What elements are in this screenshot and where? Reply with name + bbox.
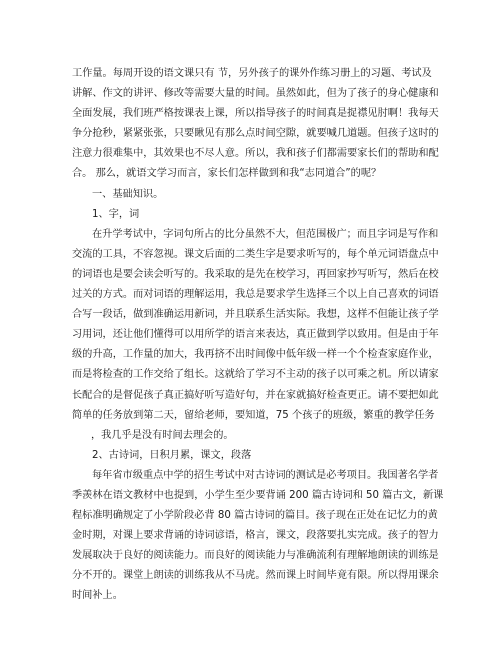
paragraph-line: ，我几乎是没有时间去理会的。 (91, 429, 234, 441)
paragraph-line: 过关的方式。而对词语的理解运用，我总是要求学生选择三个以上自己喜欢的词语 (72, 289, 439, 301)
paragraph-line: 金时期，对课上要求背诵的诗词谚语，格言，课文，段落要扎实完成。孩子的智力 (72, 530, 439, 542)
paragraph-line: 讲解、作文的讲评、修改等需要大量的时间。虽然如此，但为了孩子的身心健康和 (72, 88, 439, 100)
paragraph-line: 工作量。每周开设的语文课只有 节，另外孩子的课外作练习册上的习题、考试及 (72, 68, 432, 79)
paragraph-line: 而是将检查的工作交给了组长。这就给了学习不主动的孩子以可乘之机。所以请家 (72, 369, 439, 381)
section-heading: 一、基础知识。 (92, 188, 164, 200)
paragraph-line: 级的升高，工作量的加大，我再挤不出时间像中低年级一样一个个检查家庭作业， (72, 349, 439, 361)
paragraph-line: 的词语也是要会读会听写的。我采取的是先在校学习，再回家抄写听写，然后在校 (72, 268, 439, 280)
paragraph-line: 发展取决于良好的阅读能力。而良好的阅读能力与准确流利有理解地朗读的训练是 (72, 550, 439, 562)
paragraph-line: 交流的工具，不容忽视。课文后面的二类生字是要求听写的，每个单元词语盘点中 (72, 248, 439, 260)
paragraph-line: 季羡林在语文教材中也提到，小学生至少要背诵 200 篇古诗词和 50 篇古文，新课 (72, 489, 444, 501)
paragraph-line: 在升学考试中，字词句所占的比分虽然不大，但范围极广；而且字词是写作和 (92, 228, 439, 240)
document-body (72, 64, 444, 607)
paragraph-line: 简单的任务放到第二天，留给老师，要知道，75 个孩子的班级，繁重的教学任务 (72, 409, 435, 421)
paragraph-line: 长配合的是督促孩子真正搞好听写造好句，并在家就搞好检查更正。请不要把如此 (72, 389, 439, 401)
subsection-heading: 2、古诗词，日积月累，课文，段落 (92, 449, 252, 461)
paragraph-line: 争分抢秒，紧紧张张，只要瞅见有那么点时间空隙，就要喊几道题。但孩子这时的 (72, 128, 439, 140)
paragraph-line: 合写一段话，做到准确运用新词，并且联系生活实际。我想，这样不但能让孩子学 (72, 309, 439, 321)
paragraph-line: 全面发展，我们班严格按课表上课，所以指导孩子的时间真是捉襟见肘啊！我每天 (72, 108, 439, 120)
paragraph-line: 注意力很难集中，其效果也不尽人意。所以，我和孩子们都需要家长们的帮助和配 (72, 148, 439, 160)
paragraph-line: 每年省市级重点中学的招生考试中对古诗词的测试是必考项目。我国著名学者 (92, 469, 439, 481)
paragraph-line: 合。 那么，就语文学习而言，家长们怎样做到和我“志同道合”的呢？ (72, 168, 382, 180)
paragraph-line: 程标准明确规定了小学阶段必背 80 篇古诗词的篇目。孩子现在正处在记忆力的黄 (72, 510, 438, 522)
paragraph-line: 分不开的。课堂上朗读的训练我从不马虎。然而课上时间毕竟有限。所以得用课余 (72, 570, 439, 582)
paragraph-line: 时间补上。 (72, 590, 123, 602)
subsection-heading: 1、字，词 (92, 208, 140, 220)
paragraph-line: 习用词，还让他们懂得可以用所学的语言来表达，真正做到学以致用。但是由于年 (72, 329, 439, 341)
